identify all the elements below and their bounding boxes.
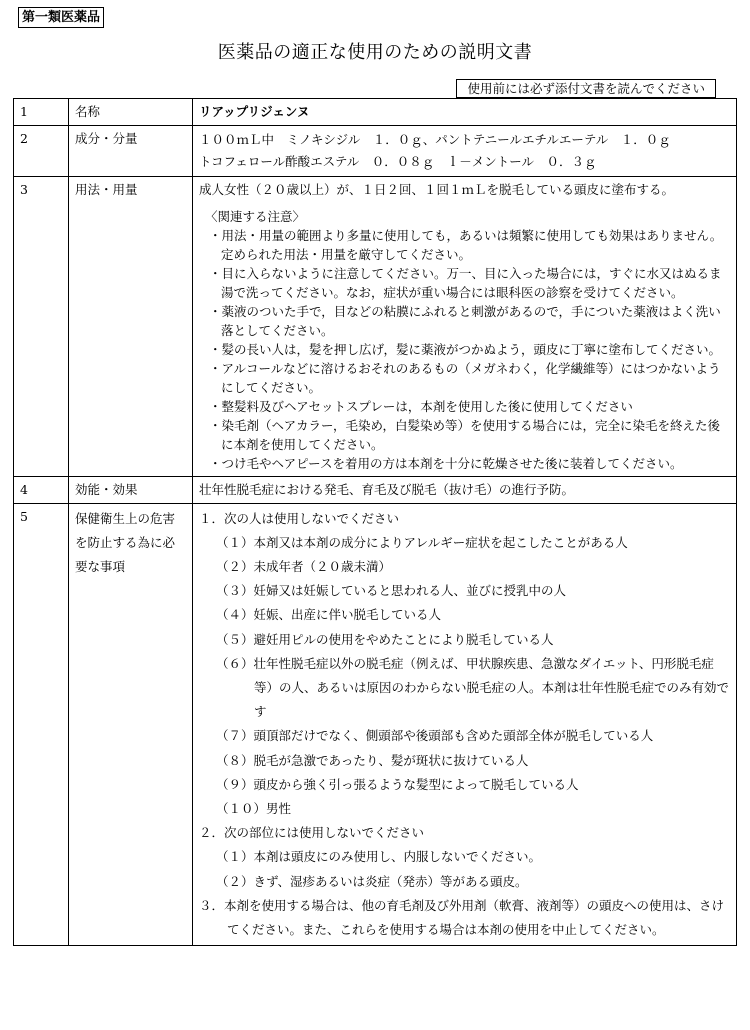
note-item: ・薬液のついた手で，目などの粘膜にふれると刺激があるので，手についた薬液はよく洗い落としてください。 — [209, 304, 721, 338]
row-label: 成分・分量 — [69, 125, 193, 176]
note-item: ・目に入らないように注意してください。万一、目に入った場合には，すぐに水又はぬるま湯で洗ってください。なお，症状が重い場合には眼科医の診察を受けてください。 — [209, 266, 722, 300]
table-row — [14, 503, 737, 946]
row-label: 効能・効果 — [69, 477, 193, 504]
section-heading: ３．本剤を使用する場合は、他の育毛剤及び外用剤（軟膏、液剤等）の頭皮への使用は、さけてください。また、これらを使用する場合は本剤の使用を中止してください。 — [199, 897, 725, 937]
precaution-item: （６）壮年性脱毛症以外の脱毛症（例えば、甲状腺疾患、急激なダイエット、円形脱毛症等）の人、あるいは原因のわからない脱毛症の人。本剤は壮年性脱毛症でのみ有効です — [216, 655, 730, 720]
note-item: ・染毛剤（ヘアカラー，毛染め，白髪染め等）を使用する場合には，完全に染毛を終えた後に本剤を使用してください。 — [209, 418, 721, 452]
row-number: 3 — [14, 176, 69, 477]
note-item: ・整髪料及びヘアセットスプレーは，本剤を使用した後に使用してください — [209, 399, 633, 414]
precaution-item: （１）本剤又は本剤の成分によりアレルギー症状を起こしたことがある人 — [216, 534, 628, 550]
row-label: 保健衛生上の危害を防止する為に必要な事項 — [69, 503, 193, 946]
notes-heading: 〈関連する注意〉 — [205, 209, 306, 224]
notice-box: 使用前には必ず添付文書を読んでください — [456, 79, 716, 98]
ingredients-cell — [193, 125, 737, 176]
row-label: 用法・用量 — [69, 176, 193, 477]
precaution-item: （１０）男性 — [216, 800, 292, 816]
table-row — [14, 477, 737, 504]
info-table — [13, 98, 737, 946]
dosage-cell — [193, 176, 737, 477]
dosage-main: 成人女性（２０歳以上）が、１日２回、１回１ｍＬを脱毛している頭皮に塗布する。 — [199, 181, 675, 197]
section-heading: ２．次の部位には使用しないでください — [199, 825, 425, 841]
precaution-item: （９）頭皮から強く引っ張るような髪型によって脱毛している人 — [216, 776, 579, 792]
precaution-item: （１）本剤は頭皮にのみ使用し、内服しないでください。 — [216, 849, 542, 865]
precaution-item: （４）妊娠、出産に伴い脱毛している人 — [216, 607, 442, 623]
precaution-item: （２）きず、湿疹あるいは炎症（発赤）等がある頭皮。 — [216, 873, 528, 889]
note-item: ・つけ毛やヘアピースを着用の方は本剤を十分に乾燥させた後に装着してください。 — [209, 456, 683, 471]
product-name: リアップリジェンヌ — [193, 99, 737, 126]
precaution-item: （５）避妊用ピルの使用をやめたことにより脱毛している人 — [216, 631, 554, 647]
efficacy-cell: 壮年性脱毛症における発毛、育毛及び脱毛（抜け毛）の進行予防。 — [193, 477, 737, 504]
row-label: 名称 — [69, 99, 193, 126]
table-row — [14, 176, 737, 477]
ingredients-line: １００ｍＬ中 ミノキシジル １．０ｇ、パントテニールエチルエーテル １．０ｇ — [199, 131, 671, 147]
note-item: ・用法・用量の範囲より多量に使用しても，あるいは頻繁に使用しても効果はありません。定められた用法・用量を厳守してください。 — [209, 228, 723, 262]
precaution-item: （３）妊婦又は妊娠していると思われる人、並びに授乳中の人 — [216, 583, 567, 599]
row-number: 1 — [14, 99, 69, 126]
row-number: 2 — [14, 125, 69, 176]
row-number: 5 — [14, 503, 69, 946]
table-row — [14, 99, 737, 126]
page-title: 医薬品の適正な使用のための説明文書 — [217, 42, 533, 63]
precaution-item: （２）未成年者（２０歳未満） — [216, 558, 392, 574]
note-item: ・髪の長い人は，髪を押し広げ，髪に薬液がつかぬよう，頭皮に丁寧に塗布してください。 — [209, 342, 722, 357]
precaution-item: （８）脱毛が急激であったり、髪が斑状に抜けている人 — [216, 752, 529, 768]
precaution-item: （７）頭頂部だけでなく、側頭部や後頭部も含めた頭部全体が脱毛している人 — [216, 728, 654, 744]
ingredients-line: トコフェロール酢酸エステル ０．０８ｇ ｌ－メントール ０．３ｇ — [199, 153, 597, 169]
note-item: ・アルコールなどに溶けるおそれのあるもの（メガネわく，化学繊維等）にはつかないようにしてください。 — [209, 361, 721, 395]
drug-class-badge: 第一類医薬品 — [18, 7, 104, 28]
table-row — [14, 125, 737, 176]
precautions-cell — [193, 503, 737, 946]
section-heading: １．次の人は使用しないでください — [199, 510, 400, 526]
row-number: 4 — [14, 477, 69, 504]
